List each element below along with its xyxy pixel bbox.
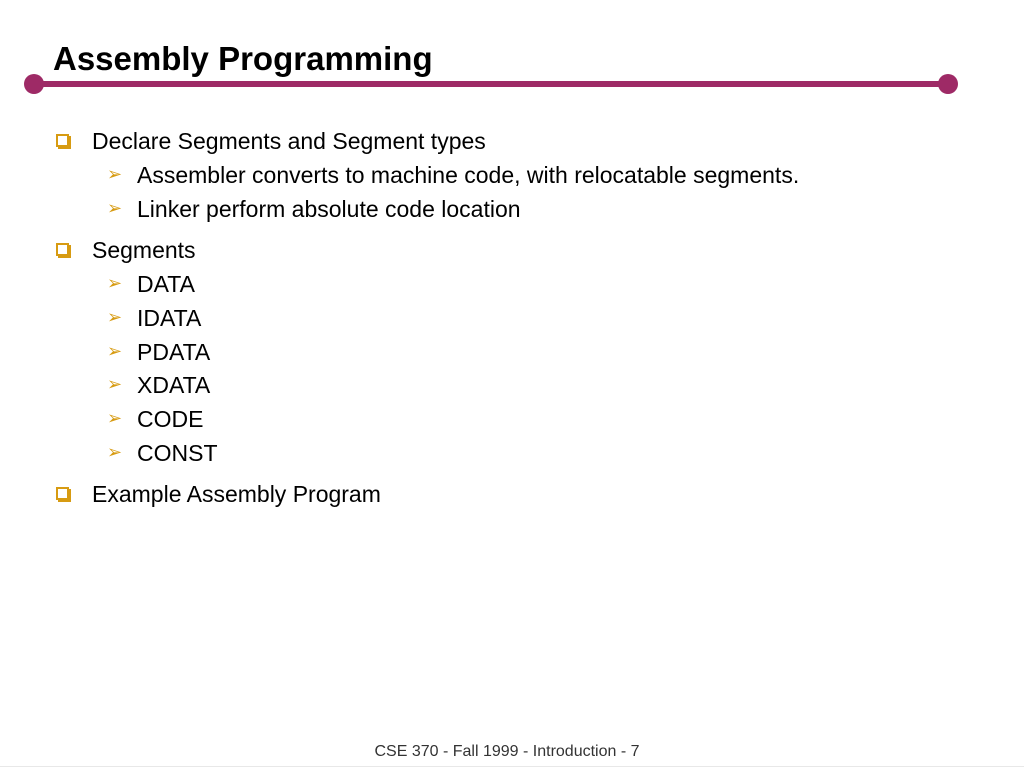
footer-divider <box>0 766 1024 767</box>
arrowhead-right-icon: ➢ <box>107 442 123 463</box>
sub-bullet-text: CODE <box>137 406 204 432</box>
bullet-text: Segments <box>92 237 196 263</box>
checkbox-square-icon <box>56 134 69 147</box>
title-rule-right-dot <box>938 74 958 94</box>
arrowhead-right-icon: ➢ <box>107 374 123 395</box>
arrowhead-right-icon: ➢ <box>107 408 123 429</box>
arrowhead-right-icon: ➢ <box>107 341 123 362</box>
sub-bullet-text: XDATA <box>137 372 211 398</box>
title-rule <box>33 81 948 87</box>
bullet-text: Example Assembly Program <box>92 481 381 507</box>
sub-bullet-text: PDATA <box>137 339 211 365</box>
sub-bullet-text: IDATA <box>137 305 202 331</box>
slide-footer: CSE 370 - Fall 1999 - Introduction - 7 <box>374 743 640 760</box>
slide-title: Assembly Programming <box>53 40 433 77</box>
checkbox-square-icon <box>56 487 69 500</box>
arrowhead-right-icon: ➢ <box>107 198 123 219</box>
sub-bullet-text: DATA <box>137 271 195 297</box>
sub-bullet-text: Assembler converts to machine code, with relocatable segments. <box>137 162 800 188</box>
arrowhead-right-icon: ➢ <box>107 307 123 328</box>
checkbox-square-icon <box>56 243 69 256</box>
arrowhead-right-icon: ➢ <box>107 164 123 185</box>
arrowhead-right-icon: ➢ <box>107 273 123 294</box>
bullet-text: Declare Segments and Segment types <box>92 128 486 154</box>
sub-bullet-text: Linker perform absolute code location <box>137 196 521 222</box>
sub-bullet-text: CONST <box>137 440 218 466</box>
